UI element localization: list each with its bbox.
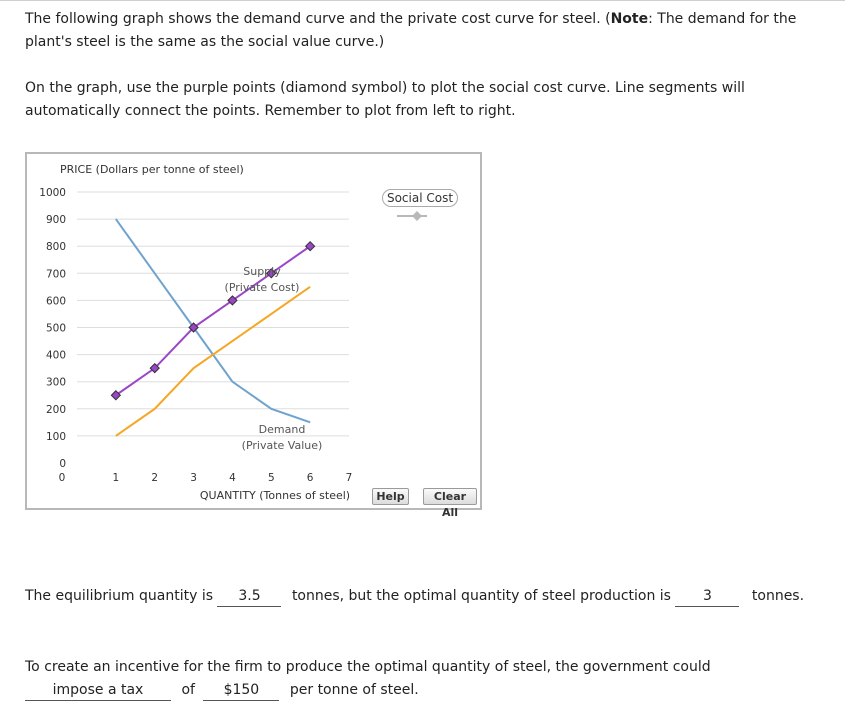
graph-panel[interactable] xyxy=(25,152,482,519)
x-tick-label: 5 xyxy=(267,472,275,484)
social-cost-line xyxy=(116,246,310,395)
instruction-paragraph-2: On the graph, use the purple points (diamond symbol) to plot the social cost curve. Line segments will automatically connect the points. Remember to plot from left to right. xyxy=(25,80,745,119)
supply-private-cost-line xyxy=(116,287,310,436)
equilibrium-quantity-field[interactable]: 3.5 xyxy=(217,586,281,607)
demand-label-line2: (Private Value) xyxy=(241,439,323,452)
supply-label-line1: Supply xyxy=(243,265,281,278)
x-tick-label: 6 xyxy=(306,472,314,484)
clear-all-button[interactable]: Clear All xyxy=(423,488,477,505)
y-tick-label: 500 xyxy=(45,322,66,335)
x-tick-label: 7 xyxy=(345,472,353,484)
policy-select[interactable]: impose a tax xyxy=(25,680,171,701)
chart-svg[interactable] xyxy=(27,154,480,508)
y-tick-labels xyxy=(39,187,66,470)
social-cost-legend-marker[interactable] xyxy=(395,210,429,224)
y-tick-label: 800 xyxy=(45,241,66,254)
y-tick-label: 1000 xyxy=(39,187,66,199)
x-tick-label: 4 xyxy=(229,472,236,484)
tax-amount-field[interactable]: $150 xyxy=(203,680,279,701)
equilibrium-sentence: The equilibrium quantity is 3.5 tonnes, but the optimal quantity of steel production is 3 tonnes. xyxy=(25,586,804,607)
incentive-sentence: To create an incentive for the firm to produce the optimal quantity of steel, the government could xyxy=(25,659,711,675)
y-tick-label: 400 xyxy=(45,349,66,362)
y-tick-label: 300 xyxy=(45,376,66,389)
y-tick-label: 0 xyxy=(59,458,66,470)
policy-sentence: impose a tax of $150 per tonne of steel. xyxy=(25,680,419,701)
demand-private-value-line xyxy=(116,219,310,422)
y-axis-title: PRICE (Dollars per tonne of steel) xyxy=(60,163,244,176)
x-tick-label: 0 xyxy=(58,472,66,484)
top-divider xyxy=(0,0,845,1)
y-tick-label: 600 xyxy=(45,295,66,308)
social-cost-legend-button[interactable]: Social Cost xyxy=(382,189,458,207)
demand-label-line1: Demand xyxy=(258,423,306,436)
y-tick-label: 200 xyxy=(45,403,66,416)
x-tick-label: 1 xyxy=(112,472,120,484)
y-tick-label: 700 xyxy=(45,268,66,281)
optimal-quantity-field[interactable]: 3 xyxy=(675,586,739,607)
x-tick-label: 3 xyxy=(190,472,197,484)
x-tick-labels xyxy=(59,472,353,484)
help-button[interactable]: Help xyxy=(372,488,409,505)
instruction-paragraph-1: The following graph shows the demand curve and the private cost curve for steel. (Note: The demand for the plant's steel is the same as the social value curve.) xyxy=(25,11,797,50)
x-tick-label: 2 xyxy=(151,472,159,484)
note-label: Note xyxy=(610,11,649,27)
diamond-icon xyxy=(412,211,422,221)
supply-label-line2: (Private Cost) xyxy=(224,281,300,294)
x-axis-title: QUANTITY (Tonnes of steel) xyxy=(199,489,351,502)
y-tick-label: 100 xyxy=(45,430,66,443)
y-tick-label: 900 xyxy=(45,214,66,227)
